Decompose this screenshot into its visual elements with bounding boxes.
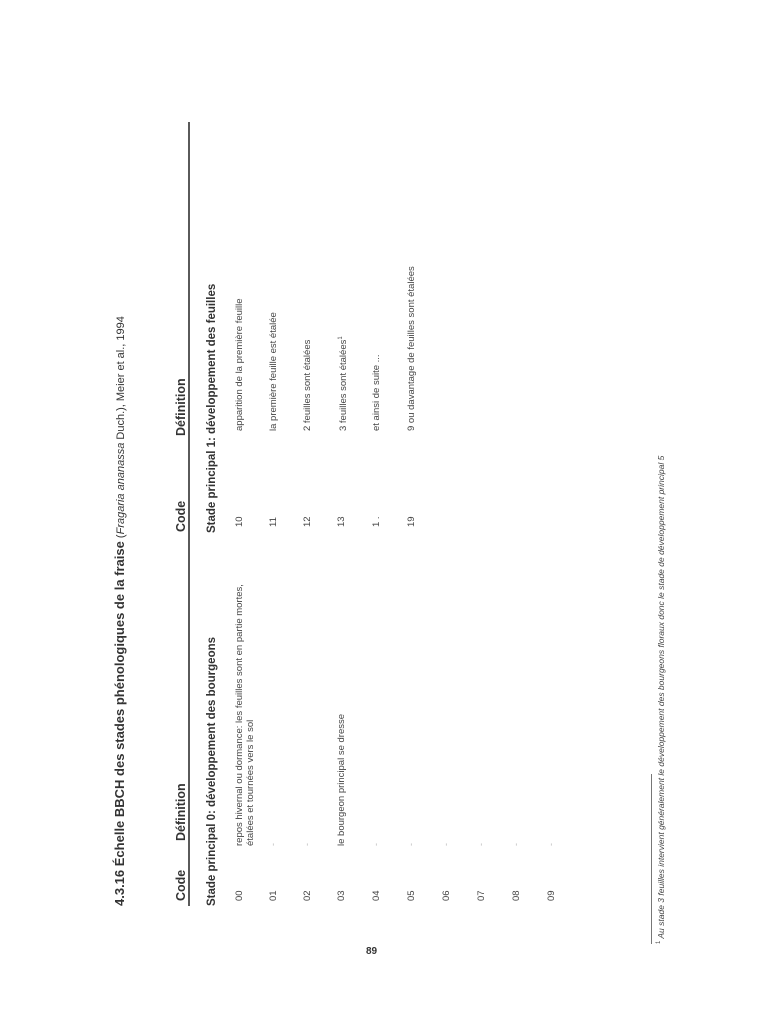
stage1-def-11: la première feuille est étalée: [268, 312, 279, 431]
header-code-left: Code: [174, 869, 188, 901]
stage0-def-05: -: [406, 843, 416, 846]
stage0-title: Stade principal 0: développement des bourgeons: [206, 636, 218, 906]
species-name: Fragaria ananassa: [115, 442, 127, 535]
stage0-code-00: 00: [234, 890, 245, 901]
stage1-def-1x: et ainsi de suite ...: [371, 354, 382, 431]
footnote-rule: [651, 774, 652, 944]
stage0-code-03: 03: [336, 890, 347, 901]
header-definition-left: Définition: [174, 783, 188, 841]
stage1-code-19: 19: [406, 516, 417, 527]
stage0-code-09: 09: [546, 890, 557, 901]
stage0-def-08: -: [511, 843, 521, 846]
stage1-def-12: 2 feuilles sont étalées: [302, 339, 313, 431]
stage0-code-05: 05: [406, 890, 417, 901]
stage0-code-01: 01: [268, 890, 279, 901]
header-code-right: Code: [174, 500, 188, 532]
stage0-def-01: -: [268, 843, 278, 846]
stage1-def-19: 9 ou davantage de feuilles sont étalées: [406, 266, 417, 431]
stage1-code-1x: 1 .: [371, 516, 382, 527]
stage0-def-03: le bourgeon principal se dresse: [336, 713, 347, 846]
stage0-code-04: 04: [371, 890, 382, 901]
document-title: 4.3.16 Échelle BBCH des stades phénologiques de la fraise (Fragaria ananassa Duch.), Meier et al., 1994: [112, 316, 127, 906]
footnote: $^1$ Au stade 3 feuilles intervient généralement le développement des bourgeons floraux donc le stade de développement principal 5: [656, 455, 666, 944]
page-number: 89: [366, 946, 378, 957]
stage0-def-00: repos hivernal ou dormance: les feuilles sont en partie mortes, étalées et tournées vers le sol: [234, 584, 256, 846]
stage1-code-10: 10: [234, 516, 245, 527]
stage1-code-12: 12: [302, 516, 313, 527]
stage0-code-02: 02: [302, 890, 313, 901]
stage0-def-04: -: [371, 843, 381, 846]
stage0-code-07: 07: [476, 890, 487, 901]
header-rule-top: [188, 122, 190, 906]
stage0-code-08: 08: [511, 890, 522, 901]
stage1-code-13: 13: [336, 516, 347, 527]
stage0-def-07: -: [476, 843, 486, 846]
stage0-code-06: 06: [441, 890, 452, 901]
stage1-title: Stade principal 1: développement des feuilles: [206, 283, 218, 533]
stage0-def-06: -: [441, 843, 451, 846]
header-definition-right: Définition: [174, 378, 188, 436]
stage1-def-13: 3 feuilles sont étalées$^1$: [338, 336, 350, 431]
stage0-def-02: -: [302, 843, 312, 846]
stage1-code-11: 11: [268, 517, 279, 527]
stage1-def-10: apparition de la première feuille: [234, 298, 245, 431]
stage0-def-09: -: [546, 843, 556, 846]
